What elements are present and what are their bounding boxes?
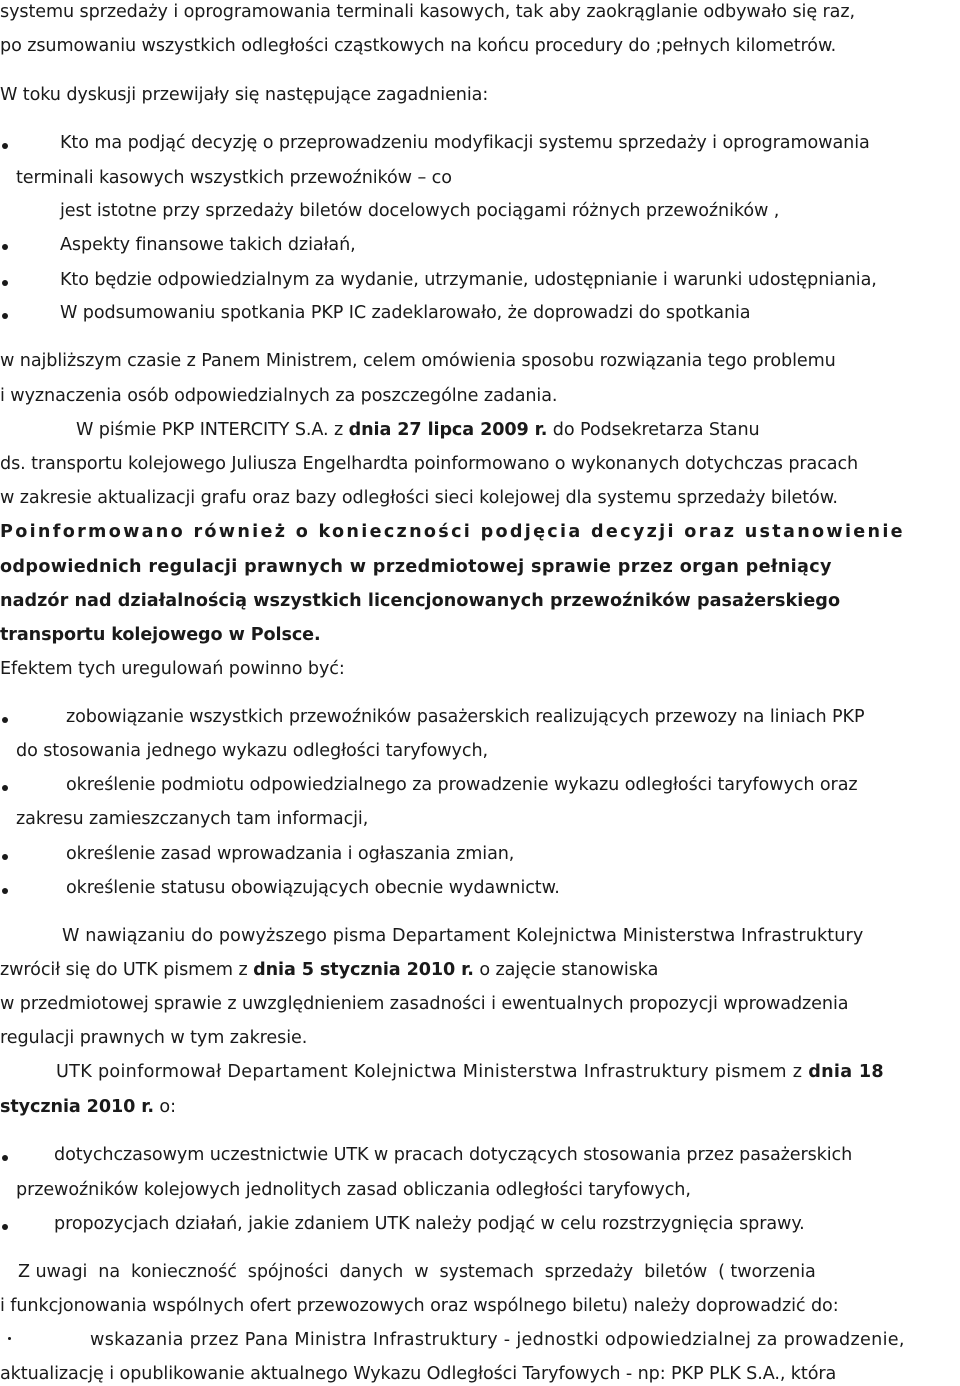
list-item-text: zakresu zamieszczanych tam informacji, <box>16 809 369 829</box>
body-text-line: w zakresie aktualizacji grafu oraz bazy odległości sieci kolejowej dla systemu sprzedaży biletów. <box>0 488 838 508</box>
bullet-icon <box>2 313 8 319</box>
body-text-line: i funkcjonowania wspólnych ofert przewozowych oraz wspólnego biletu) należy doprowadzić do: <box>0 1296 839 1316</box>
list-item-text: jest istotne przy sprzedaży biletów docelowych pociągami różnych przewoźników , <box>60 201 780 221</box>
bullet-icon <box>8 1337 11 1340</box>
body-text-line: w najbliższym czasie z Panem Ministrem, celem omówienia sposobu rozwiązania tego problemu <box>0 351 836 371</box>
text-run: o: <box>153 1097 176 1117</box>
body-text-line <box>76 419 760 441</box>
bullet-icon <box>2 888 8 894</box>
body-text-line: Efektem tych uregulowań powinno być: <box>0 659 345 679</box>
body-text-line: Z uwagi na konieczność spójności danych w systemach sprzedaży biletów ( tworzenia <box>18 1262 816 1282</box>
body-text-line <box>56 1061 884 1083</box>
list-item-text: Kto ma podjąć decyzję o przeprowadzeniu modyfikacji systemu sprzedaży i oprogramowania <box>60 133 870 153</box>
bullet-icon <box>2 1155 8 1161</box>
bold-text-line: transportu kolejowego w Polsce. <box>0 625 321 645</box>
body-text-line: i wyznaczenia osób odpowiedzialnych za poszczególne zadania. <box>0 386 558 406</box>
bullet-icon <box>2 717 8 723</box>
bold-text-line: nadzór nad działalnością wszystkich licencjonowanych przewoźników pasażerskiego <box>0 591 841 611</box>
list-item-text: dotychczasowym uczestnictwie UTK w pracach dotyczących stosowania przez pasażerskich <box>54 1145 853 1165</box>
body-text-line: systemu sprzedaży i oprogramowania terminali kasowych, tak aby zaokrąglanie odbywało się raz, <box>0 2 855 22</box>
date-bold: stycznia 2010 r. <box>0 1097 154 1117</box>
bullet-icon <box>2 1224 8 1230</box>
bullet-icon <box>2 143 8 149</box>
body-text-line: W nawiązaniu do powyższego pisma Departament Kolejnictwa Ministerstwa Infrastruktury <box>62 926 864 946</box>
list-item-text: określenie statusu obowiązujących obecnie wydawnictw. <box>66 878 560 898</box>
bold-text-line: odpowiednich regulacji prawnych w przedmiotowej sprawie przez organ pełniący <box>0 557 832 577</box>
bullet-icon <box>2 854 8 860</box>
body-text-line: w przedmiotowej sprawie z uwzględnieniem zasadności i ewentualnych propozycji wprowadzenia <box>0 994 849 1014</box>
body-text-line: W toku dyskusji przewijały się następujące zagadnienia: <box>0 85 489 105</box>
text-run: zwrócił się do UTK pismem z <box>0 960 254 980</box>
list-item-text: określenie podmiotu odpowiedzialnego za prowadzenie wykazu odległości taryfowych oraz <box>66 775 858 795</box>
body-text-line: ds. transportu kolejowego Juliusza Engelhardta poinformowano o wykonanych dotychczas pracach <box>0 454 859 474</box>
list-item-text: do stosowania jednego wykazu odległości taryfowych, <box>16 741 488 761</box>
body-text-line: regulacji prawnych w tym zakresie. <box>0 1028 308 1048</box>
text-run: W piśmie PKP INTERCITY S.A. z <box>76 420 349 440</box>
list-item-text: określenie zasad wprowadzania i ogłaszania zmian, <box>66 844 515 864</box>
list-item-text: terminali kasowych wszystkich przewoźników – co <box>16 168 452 188</box>
body-text-line: po zsumowaniu wszystkich odległości cząstkowych na końcu procedury do ;pełnych kilometrów. <box>0 36 837 56</box>
text-run: do Podsekretarza Stanu <box>547 420 760 440</box>
list-item-text: Kto będzie odpowiedzialnym za wydanie, utrzymanie, udostępnianie i warunki udostępniania, <box>60 270 877 290</box>
text-run: UTK poinformował Departament Kolejnictwa Ministerstwa Infrastruktury pismem z <box>56 1062 809 1082</box>
bullet-icon <box>2 785 8 791</box>
list-item-text: przewoźników kolejowych jednolitych zasad obliczania odległości taryfowych, <box>16 1180 691 1200</box>
bold-text-line: Poinformowano również o konieczności podjęcia decyzji oraz ustanowienie <box>0 522 905 542</box>
body-text-line: aktualizację i opublikowanie aktualnego Wykazu Odległości Taryfowych - np: PKP PLK S.A., która <box>0 1364 837 1384</box>
list-item-text: Aspekty finansowe takich działań, <box>60 235 356 255</box>
list-item-text: W podsumowaniu spotkania PKP IC zadeklarowało, że doprowadzi do spotkania <box>60 303 751 323</box>
list-item-text: propozycjach działań, jakie zdaniem UTK należy podjąć w celu rozstrzygnięcia sprawy. <box>54 1214 805 1234</box>
body-text-line <box>0 1096 176 1118</box>
date-bold: dnia 18 <box>808 1062 884 1082</box>
body-text-line <box>0 959 658 981</box>
text-run: o zajęcie stanowiska <box>473 960 659 980</box>
date-bold: dnia 27 lipca 2009 r. <box>348 420 548 440</box>
bullet-icon <box>2 280 8 286</box>
bullet-icon <box>2 244 8 250</box>
date-bold: dnia 5 stycznia 2010 r. <box>253 960 474 980</box>
list-item-text: wskazania przez Pana Ministra Infrastruktury - jednostki odpowiedzialnej za prowadzenie, <box>90 1330 905 1350</box>
list-item-text: zobowiązanie wszystkich przewoźników pasażerskich realizujących przewozy na liniach PKP <box>66 707 865 727</box>
